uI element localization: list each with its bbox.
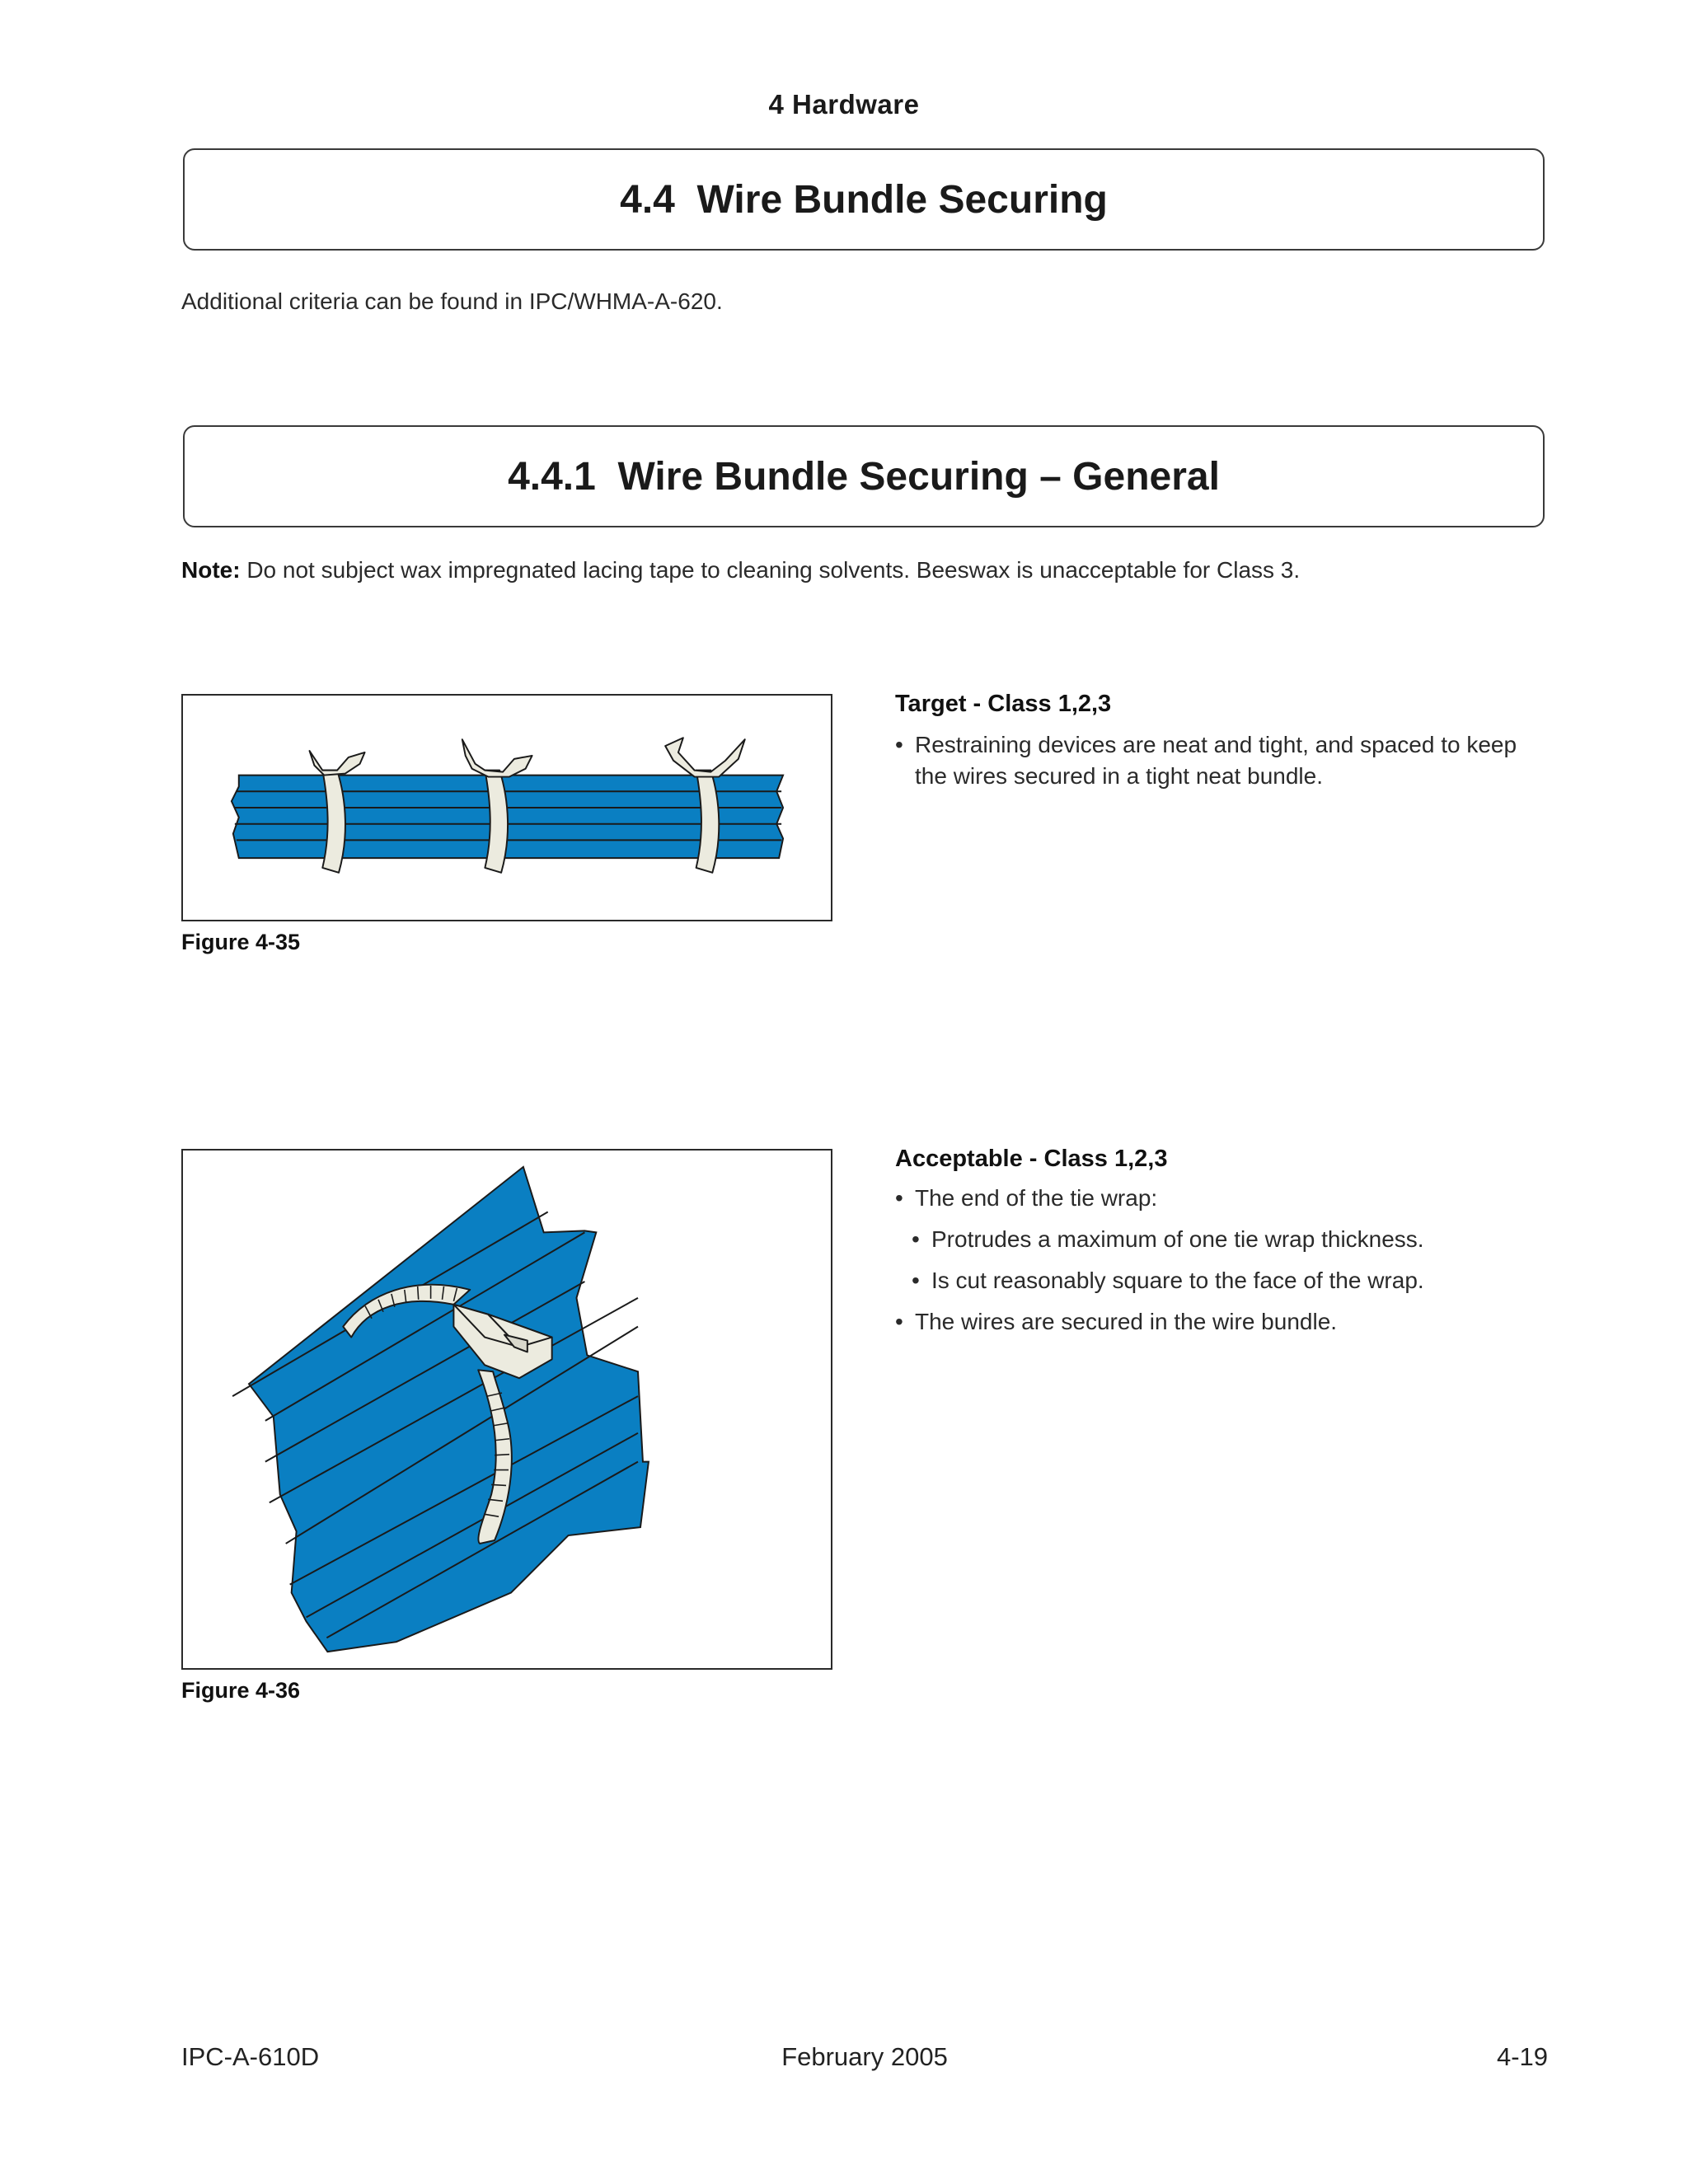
acceptable-sub-bullet: • Protrudes a maximum of one tie wrap thickness. — [912, 1224, 1548, 1255]
note-label: Note: — [181, 557, 241, 583]
acceptable-sub-bullet: • Is cut reasonably square to the face of the wrap. — [912, 1265, 1548, 1296]
subsection-title: 4.4.1 Wire Bundle Securing – General — [508, 454, 1220, 499]
note-text: Do not subject wax impregnated lacing tape to cleaning solvents. Beeswax is unacceptable for Class 3. — [240, 557, 1301, 583]
figure-4-35-caption: Figure 4-35 — [181, 930, 301, 954]
tie-wrap-close-up-drawing — [183, 1151, 831, 1668]
chapter-header: 4 Hardware — [768, 89, 920, 120]
footer-document-id: IPC-A-610D — [181, 2042, 320, 2071]
figure-4-35-illustration — [181, 694, 832, 921]
footer-page-number: 4-19 — [1496, 2042, 1548, 2071]
footer-date: February 2005 — [781, 2042, 948, 2071]
note-paragraph — [181, 557, 1300, 583]
intro-text: Additional criteria can be found in IPC/WHMA-A-620. — [181, 288, 723, 314]
acceptable-criteria-title: Acceptable - Class 1,2,3 — [895, 1146, 1168, 1172]
wire-bundle — [249, 1167, 649, 1652]
figure-4-36-illustration — [181, 1149, 832, 1670]
target-criteria — [895, 691, 1548, 802]
target-criteria-list — [895, 729, 1548, 792]
subsection-title-box — [183, 425, 1545, 527]
target-criteria-title: Target - Class 1,2,3 — [895, 691, 1112, 717]
section-title-box — [183, 148, 1545, 251]
acceptable-bullet: • The end of the tie wrap: — [895, 1183, 1548, 1214]
section-title: 4.4 Wire Bundle Securing — [620, 177, 1108, 222]
figure-4-36-caption: Figure 4-36 — [181, 1678, 301, 1703]
target-bullet: • Restraining devices are neat and tight, and spaced to keep the wires secured in a tight neat bundle. — [895, 729, 1548, 792]
acceptable-bullet: • The wires are secured in the wire bundle. — [895, 1306, 1548, 1338]
acceptable-criteria-list — [895, 1183, 1548, 1338]
wire-bundle-three-ties-drawing — [183, 696, 831, 920]
acceptable-criteria — [895, 1146, 1548, 1347]
